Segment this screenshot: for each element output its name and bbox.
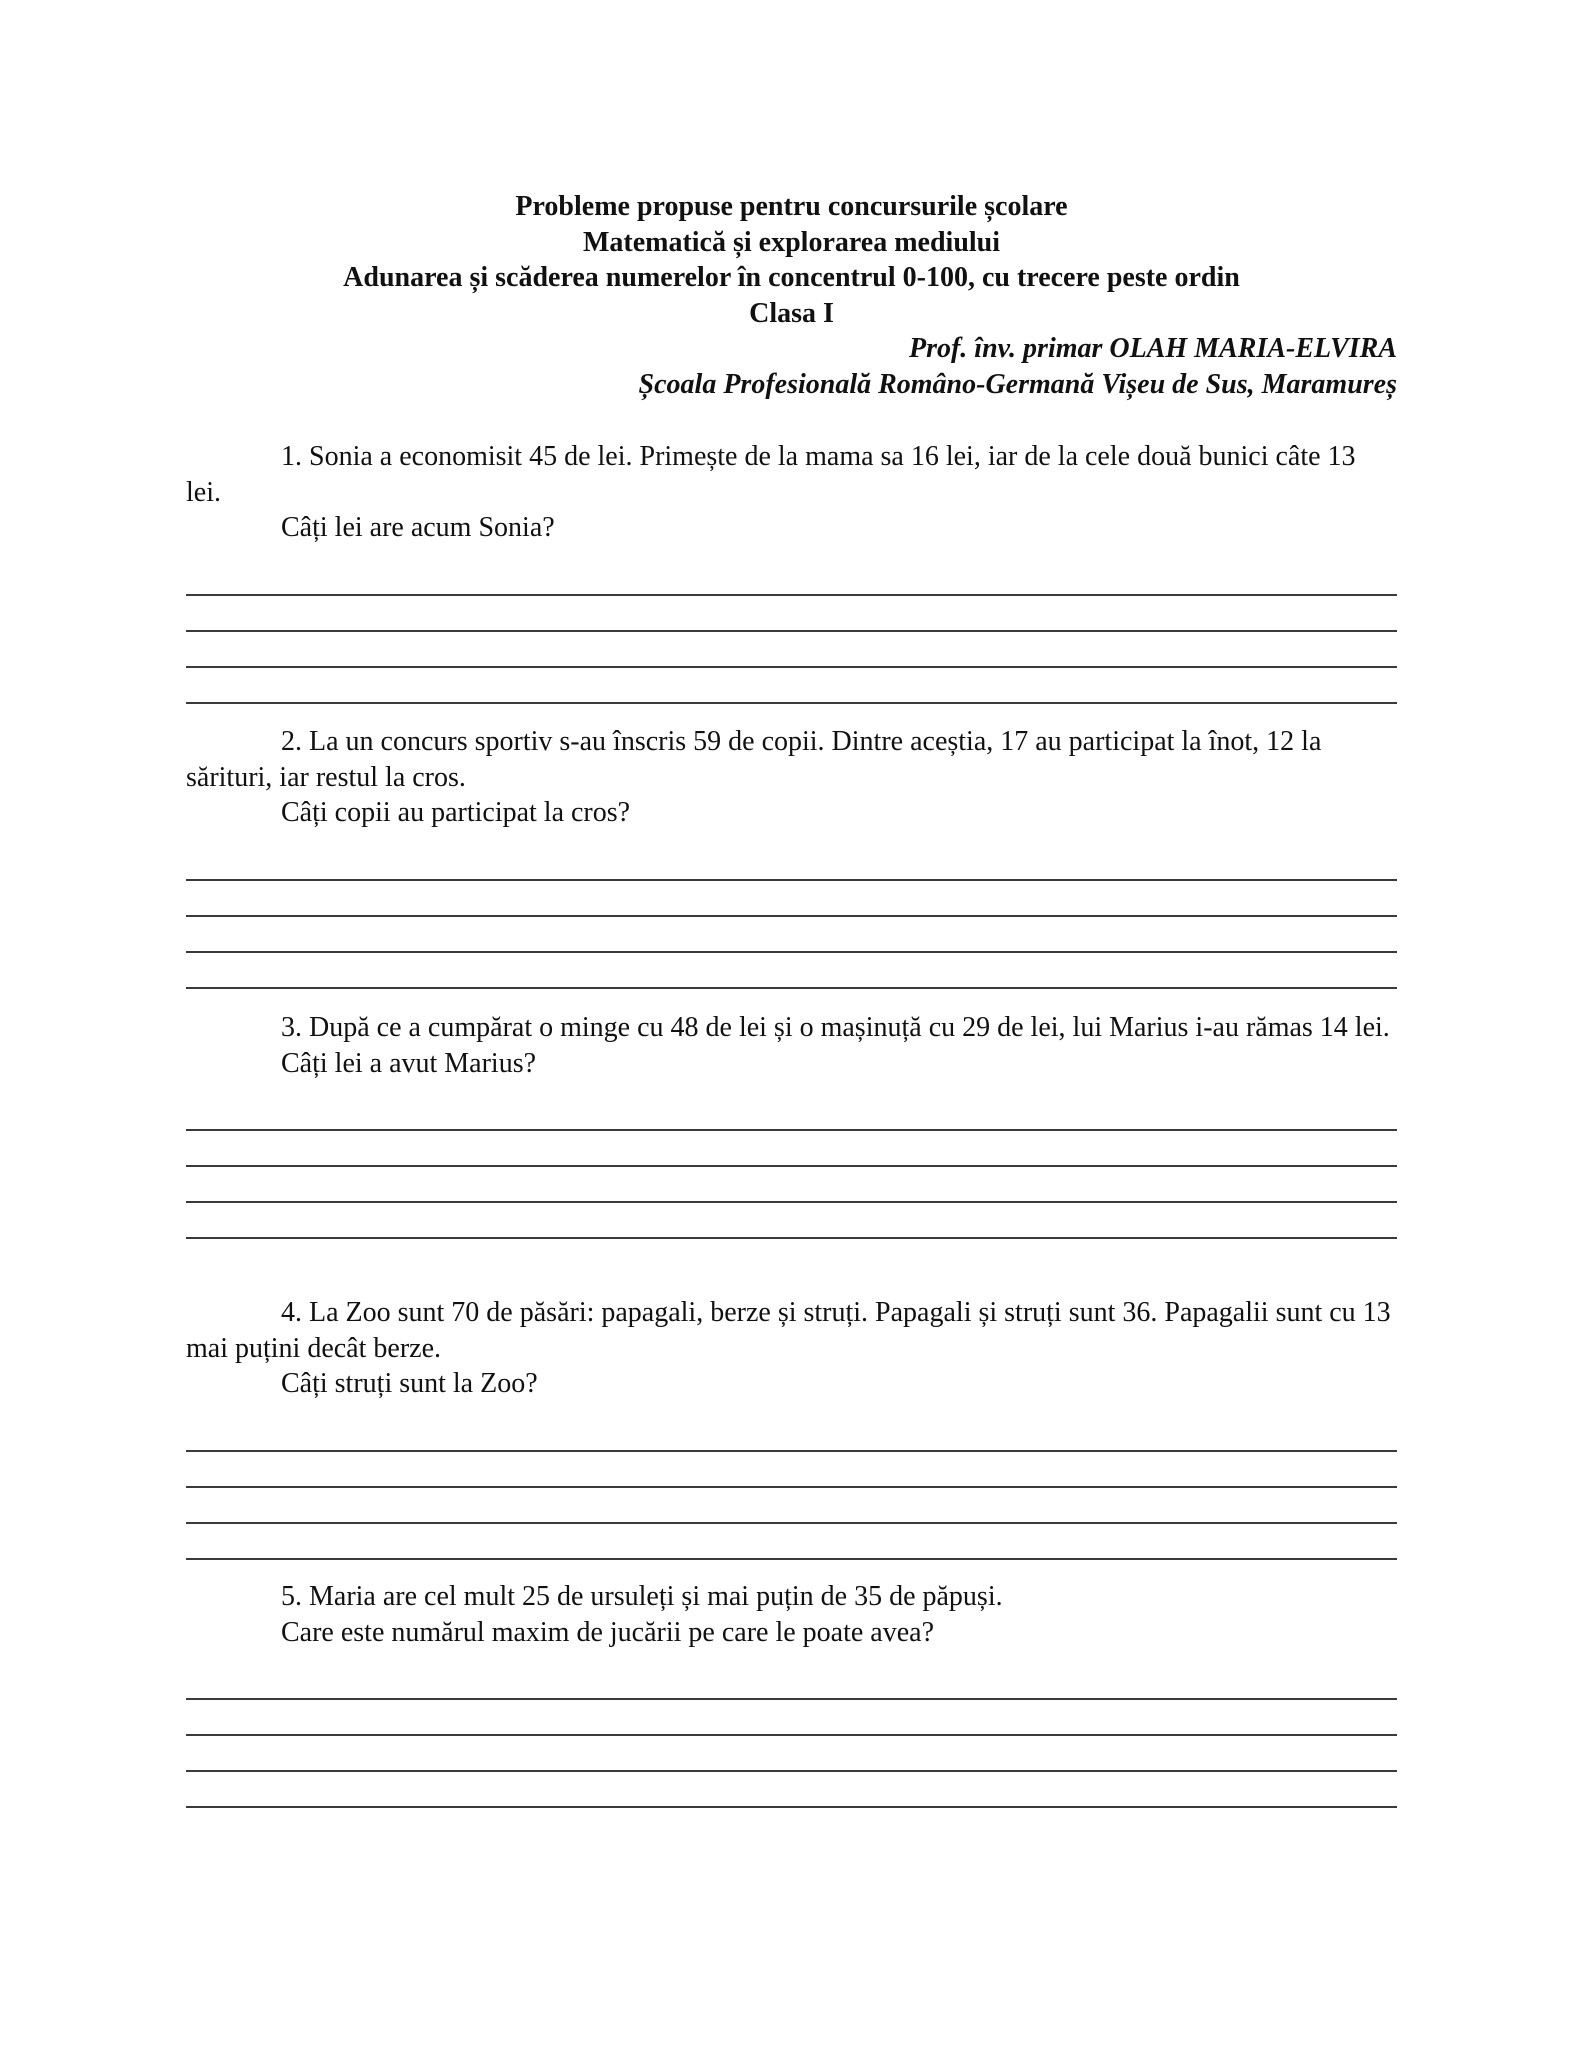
answer-line[interactable]	[186, 1524, 1397, 1560]
school-line: Școala Profesională Româno-Germană Vișeu de Sus, Maramureș	[638, 368, 1397, 400]
document-title: Probleme propuse pentru concursurile școlare	[515, 191, 1068, 222]
answer-line[interactable]	[186, 1167, 1397, 1203]
problem-question: Câți copii au participat la cros?	[281, 797, 631, 828]
problem-4	[186, 1295, 1397, 1560]
problem-5	[186, 1579, 1397, 1808]
problem-2	[186, 724, 1397, 989]
answer-line[interactable]	[186, 632, 1397, 668]
answer-area[interactable]	[186, 848, 1397, 989]
answer-line[interactable]	[186, 1131, 1397, 1167]
answer-area[interactable]	[186, 563, 1397, 704]
answer-line[interactable]	[186, 1488, 1397, 1524]
answer-line[interactable]	[186, 1736, 1397, 1772]
problem-3	[186, 1010, 1397, 1239]
answer-line[interactable]	[186, 917, 1397, 953]
answer-line[interactable]	[186, 1203, 1397, 1239]
answer-line[interactable]	[186, 668, 1397, 704]
problem-question: Câți struți sunt la Zoo?	[281, 1368, 538, 1399]
problem-statement: 5. Maria are cel mult 25 de ursuleți și mai puțin de 35 de păpuși.	[281, 1581, 1003, 1612]
problem-question: Câți lei a avut Marius?	[281, 1047, 537, 1079]
answer-area[interactable]	[186, 1419, 1397, 1560]
answer-area[interactable]	[186, 1667, 1397, 1808]
answer-line[interactable]	[186, 881, 1397, 917]
document-header	[186, 189, 1397, 402]
problem-statement: 2. La un concurs sportiv s-au înscris 59 de copii. Dintre aceștia, 17 au participat la înot, 12 la sărituri, iar restul la cros.	[186, 726, 1322, 793]
answer-line[interactable]	[186, 1667, 1397, 1700]
problem-statement: 1. Sonia a economisit 45 de lei. Primește de la mama sa 16 lei, iar de la cele două bunici câte 13 lei.	[186, 441, 1356, 508]
topic-title: Adunarea și scăderea numerelor în concentrul 0-100, cu trecere peste ordin	[343, 262, 1240, 293]
grade-label: Clasa I	[749, 297, 834, 329]
answer-line[interactable]	[186, 848, 1397, 881]
problem-question: Câți lei are acum Sonia?	[281, 512, 555, 543]
answer-line[interactable]	[186, 1452, 1397, 1488]
answer-line[interactable]	[186, 1419, 1397, 1452]
answer-line[interactable]	[186, 1772, 1397, 1808]
subject-title: Matematică și explorarea mediului	[582, 226, 1001, 258]
answer-line[interactable]	[186, 953, 1397, 989]
answer-line[interactable]	[186, 563, 1397, 596]
author-line: Prof. înv. primar OLAH MARIA-ELVIRA	[908, 333, 1397, 364]
problem-question: Care este numărul maxim de jucării pe care le poate avea?	[281, 1616, 934, 1648]
answer-line[interactable]	[186, 1098, 1397, 1131]
answer-line[interactable]	[186, 1700, 1397, 1736]
answer-area[interactable]	[186, 1098, 1397, 1239]
problem-statement: 3. După ce a cumpărat o minge cu 48 de lei și o mașinuță cu 29 de lei, lui Marius i-au rămas 14 lei.	[281, 1012, 1390, 1043]
problem-statement: 4. La Zoo sunt 70 de păsări: papagali, berze și struți. Papagali și struți sunt 36. Papagalii sunt cu 13 mai puțini decât berze.	[186, 1297, 1391, 1364]
problem-1	[186, 439, 1397, 704]
answer-line[interactable]	[186, 596, 1397, 632]
